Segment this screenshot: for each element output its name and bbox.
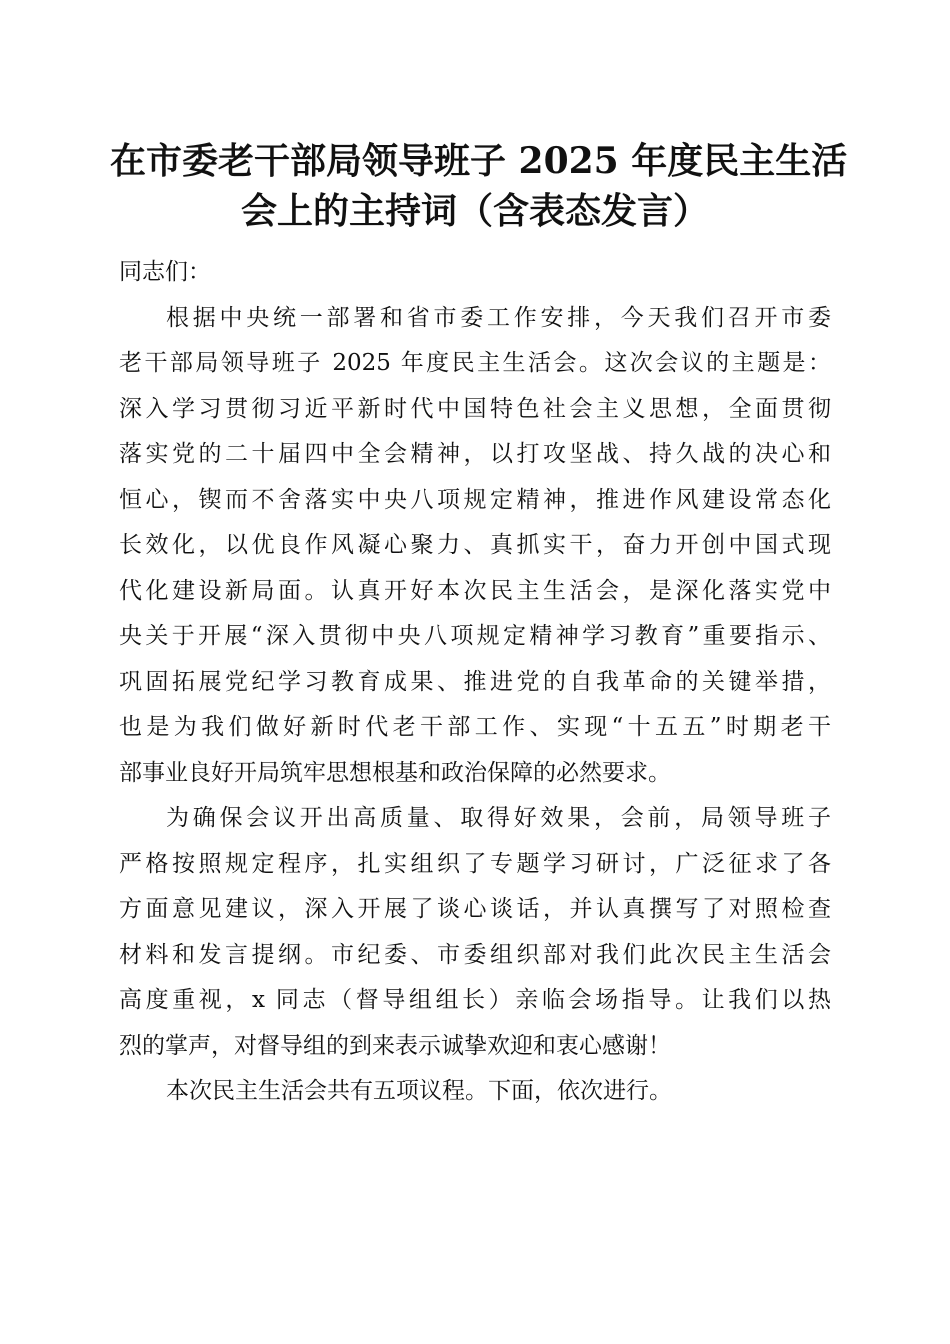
paragraph-line: 烈的掌声，对督导组的到来表示诚挚欢迎和衷心感谢！: [119, 1032, 671, 1059]
paragraph-opening: [119, 296, 831, 797]
paragraph-line: 根据中央统一部署和省市委工作安排，今天我们召开市委: [166, 304, 831, 331]
salutation: 同志们：: [119, 259, 211, 285]
paragraph-line: 也是为我们做好新时代老干部工作、实现“十五五”时期老干: [119, 714, 831, 740]
paragraph-line: 严格按照规定程序，扎实组织了专题学习研讨，广泛征求了各: [119, 850, 831, 877]
paragraph-line: 恒心，锲而不舍落实中央八项规定精神，推进作风建设常态化: [119, 486, 831, 513]
paragraph-line: 落实党的二十届四中全会精神，以打攻坚战、持久战的决心和: [119, 441, 831, 467]
paragraph-line: 本次民主生活会共有五项议程。下面，依次进行。: [166, 1078, 672, 1104]
paragraph-line: 老干部局领导班子 2025 年度民主生活会。这次会议的主题是：: [119, 350, 831, 376]
paragraph-line: 深入学习贯彻习近平新时代中国特色社会主义思想，全面贯彻: [119, 395, 831, 422]
paragraph-agenda: [119, 1069, 831, 1115]
title-line-1: 在市委老干部局领导班子 2025 年度民主生活: [110, 140, 848, 182]
title-line-2: 会上的主持词（含表态发言）: [240, 190, 709, 232]
paragraph-line: 巩固拓展党纪学习教育成果、推进党的自我革命的关键举措，: [119, 668, 831, 695]
paragraph-line: 代化建设新局面。认真开好本次民主生活会，是深化落实党中: [119, 577, 831, 604]
document-title: [110, 136, 848, 236]
paragraph-preparation: [119, 796, 831, 1069]
paragraph-line: 方面意见建议，深入开展了谈心谈话，并认真撰写了对照检查: [119, 896, 831, 922]
paragraph-line: 长效化，以优良作风凝心聚力、真抓实干，奋力开创中国式现: [119, 532, 831, 558]
paragraph-line: 为确保会议开出高质量、取得好效果，会前，局领导班子: [166, 805, 831, 831]
paragraph-line: 部事业良好开局筑牢思想根基和政治保障的必然要求。: [119, 759, 671, 786]
paragraph-line: 央关于开展“深入贯彻中央八项规定精神学习教育”重要指示、: [119, 623, 831, 649]
paragraph-line: 高度重视，x 同志（督导组组长）亲临会场指导。让我们以热: [119, 987, 831, 1013]
paragraph-line: 材料和发言提纲。市纪委、市委组织部对我们此次民主生活会: [119, 941, 831, 968]
document-body: [119, 250, 831, 1115]
